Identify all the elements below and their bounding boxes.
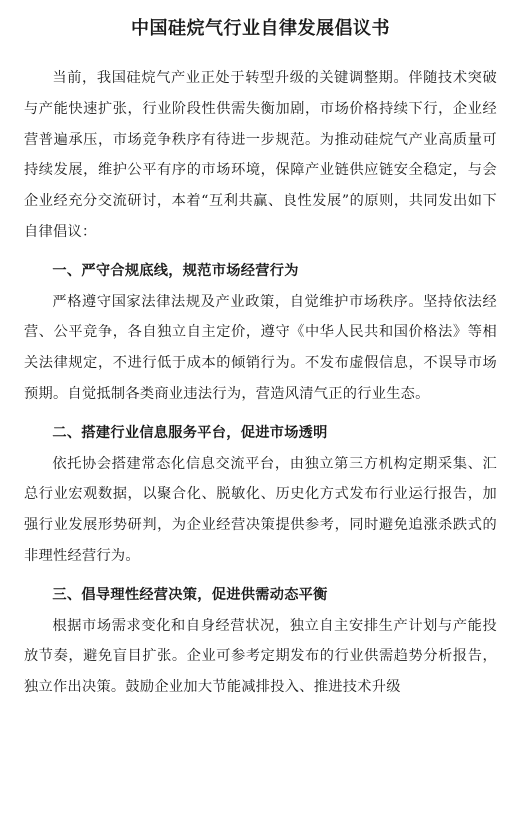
section-heading: 三、倡导理性经营决策，促进供需动态平衡 (52, 586, 328, 603)
section-2 (24, 418, 497, 572)
intro-paragraph: 当前，我国硅烷气产业正处于转型升级的关键调整期。伴随技术突破与产能快速扩张，行业阶段性供需失衡加剧，市场价格持续下行，企业经营普遍承压，市场竞争秩序有待进一步规范。为推动硅烷气产业高质量可持续发展，维护公平有序的市场环境，保障产业链供应链安全稳定，与会企业经充分交流研讨，本着“互利共赢、良性发展”的原则，共同发出如下自律倡议： (24, 70, 497, 240)
section-heading: 二、搭建行业信息服务平台，促进市场透明 (52, 424, 328, 441)
section-body: 严格遵守国家法律法规及产业政策，自觉维护市场秩序。坚持依法经营、公平竞争，各自独立自主定价，遵守《中华人民共和国价格法》等相关法律规定，不进行低于成本的倾销行为。不发布虚假信息，不误导市场预期。自觉抵制各类商业违法行为，营造风清气正的行业生态。 (24, 293, 497, 402)
section-3 (24, 580, 497, 703)
section-1 (24, 256, 497, 410)
section-body: 根据市场需求变化和自身经营状况，独立自主安排生产计划与产能投放节奏，避免盲目扩张。企业可参考定期发布的行业供需趋势分析报告，独立作出决策。鼓励企业加大节能减排投入、推进技术升级 (24, 617, 497, 696)
document-title: 中国硅烷气行业自律发展倡议书 (131, 18, 390, 39)
section-body: 依托协会搭建常态化信息交流平台，由独立第三方机构定期采集、汇总行业宏观数据，以聚合化、脱敏化、历史化方式发布行业运行报告，加强行业发展形势研判，为企业经营决策提供参考，同时避免追涨杀跌式的非理性经营行为。 (24, 455, 497, 564)
section-heading: 一、严守合规底线，规范市场经营行为 (52, 262, 299, 279)
document-body (24, 63, 497, 703)
